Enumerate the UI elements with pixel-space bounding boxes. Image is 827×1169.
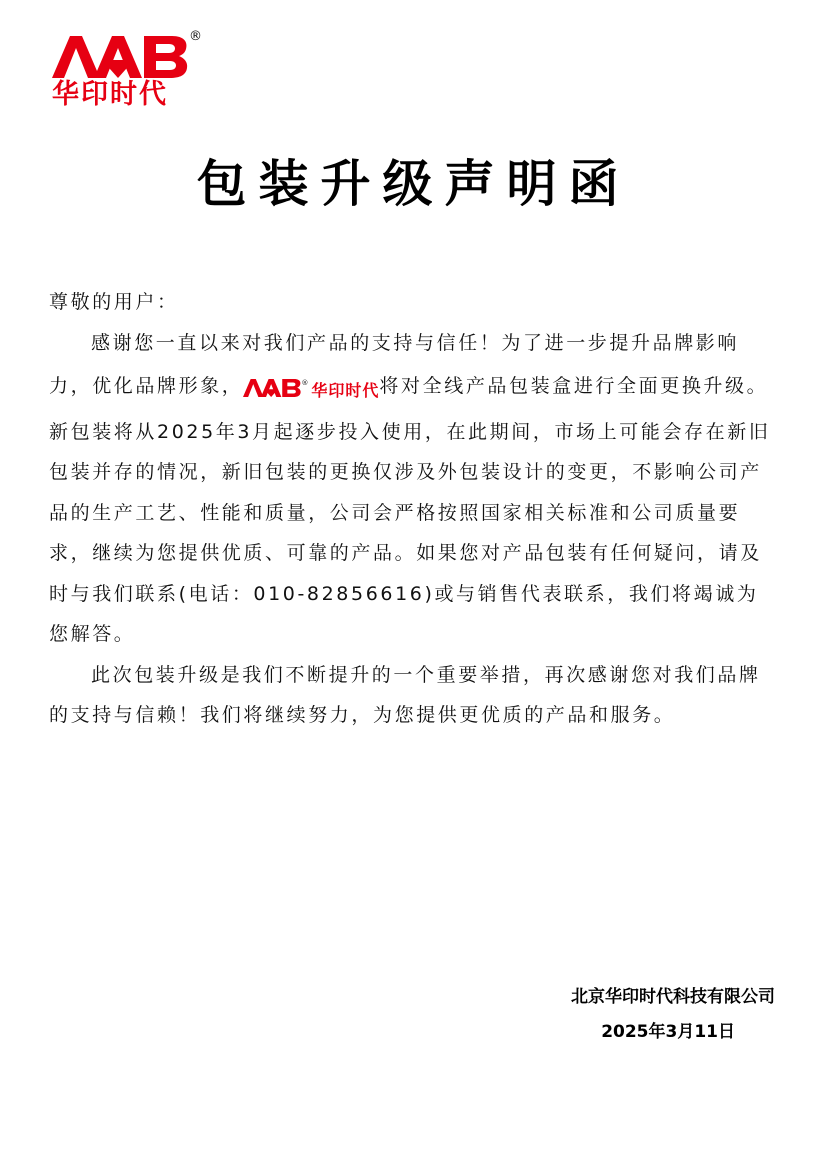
- inline-aab-logo-mark: [243, 379, 301, 397]
- logo-subtitle: [52, 80, 168, 110]
- logo-letter-a1: [52, 36, 100, 78]
- inline-registered-mark: ®: [301, 379, 309, 387]
- signature-block: [455, 980, 775, 1050]
- paragraph-1-rest: 将对全线产品包装盒进行全面更换升级。新包装将从2025年3月起逐步投入使用，在此期间，市场上可能会存在新旧包装并存的情况，新旧包装的更换仅涉及外包装设计的变更，不影响公司产品的生产工艺、性能和质量，公司会严格按照国家相关标准和公司质量要求，继续为您提供优质、可靠的产品。如果您对产品包装有任何疑问，请及时与我们联系(电话：010-82856616)或与销售代表联系，我们将竭诚为您解答。: [49, 375, 771, 645]
- registered-mark: ®: [189, 29, 202, 44]
- logo-subtitle-text: 华印时代: [52, 79, 168, 110]
- company-logo: [52, 30, 212, 112]
- logo-letter-b: [144, 36, 187, 78]
- page-title: 包装升级声明函: [196, 155, 631, 213]
- salutation: 尊敬的用户：: [49, 291, 179, 313]
- aab-logo-mark: [52, 36, 188, 78]
- signature-date: 2025年3月11日: [601, 1022, 735, 1042]
- inline-logo-subtitle: 华印时代: [311, 381, 380, 400]
- letter-body: [49, 282, 771, 736]
- paragraph-2: 此次包装升级是我们不断提升的一个重要举措，再次感谢您对我们品牌的支持与信赖！我们将继续努力，为您提供更优质的产品和服务。: [49, 663, 761, 726]
- paragraph-1-lead: 感谢您一直以来对我们产品的支持与信任！为了进一步提升品牌影响力，优化品牌形象，: [49, 331, 740, 397]
- paragraph-1: [49, 323, 771, 655]
- signature-company: 北京华印时代科技有限公司: [571, 987, 775, 1007]
- inline-logo: [243, 363, 379, 412]
